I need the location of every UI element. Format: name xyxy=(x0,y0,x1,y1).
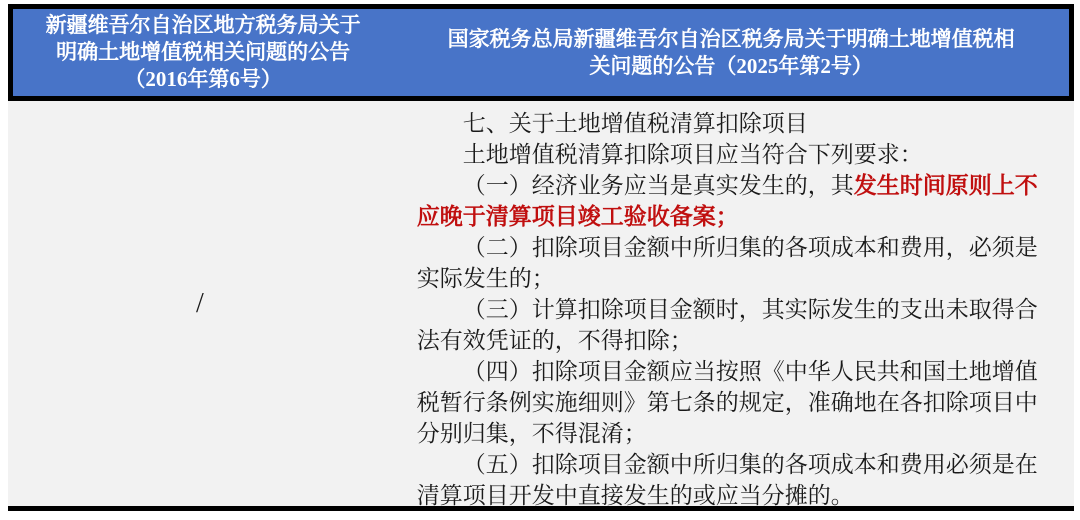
header-title-line: 新疆维吾尔自治区地方税务局关于 xyxy=(45,13,361,37)
highlighted-text: 发生时间原则上不应晚于清算项目竣工验收备案； xyxy=(416,173,1038,229)
header-title-line: 关问题的公告（2025年第2号） xyxy=(589,53,873,78)
paragraph-text: 七、关于土地增值税清算扣除项目 xyxy=(462,111,808,136)
old-announcement-cell xyxy=(8,101,392,506)
announcement-paragraph xyxy=(417,108,1054,139)
announcement-paragraph xyxy=(417,294,1054,356)
comparison-table xyxy=(8,4,1074,511)
paragraph-text: 土地增值税清算扣除项目应当符合下列要求： xyxy=(462,142,923,167)
announcement-paragraph xyxy=(417,232,1054,294)
paragraph-text: （五）扣除项目金额中所归集的各项成本和费用必须是在清算项目开发中直接发生的或应当分摊的。 xyxy=(416,452,1038,508)
table-header-row xyxy=(8,4,1074,101)
paragraph-text: （四）扣除项目金额应当按照《中华人民共和国土地增值税暂行条例实施细则》第七条的规定，准确地在各扣除项目中分别归集，不得混淆； xyxy=(416,359,1038,446)
announcement-paragraph xyxy=(417,139,1054,170)
paragraph-text: （一）经济业务应当是真实发生的，其 xyxy=(462,173,854,198)
announcement-paragraph xyxy=(417,449,1054,511)
header-title-line: （2016年第6号） xyxy=(124,67,282,91)
paragraph-text: （二）扣除项目金额中所归集的各项成本和费用，必须是实际发生的； xyxy=(416,235,1038,291)
header-title-line: 明确土地增值税相关问题的公告 xyxy=(56,40,351,64)
slash-placeholder: / xyxy=(195,287,204,319)
paragraph-text: （三）计算扣除项目金额时，其实际发生的支出未取得合法有效凭证的，不得扣除； xyxy=(416,297,1038,353)
table-body-row xyxy=(8,101,1074,511)
header-title-line: 国家税务总局新疆维吾尔自治区税务局关于明确土地增值税相 xyxy=(447,26,1015,51)
header-old-announcement-title xyxy=(13,9,393,96)
announcement-paragraph xyxy=(417,356,1054,449)
header-new-announcement-title xyxy=(393,9,1069,96)
announcement-paragraph xyxy=(417,170,1054,232)
new-announcement-cell xyxy=(392,101,1074,506)
